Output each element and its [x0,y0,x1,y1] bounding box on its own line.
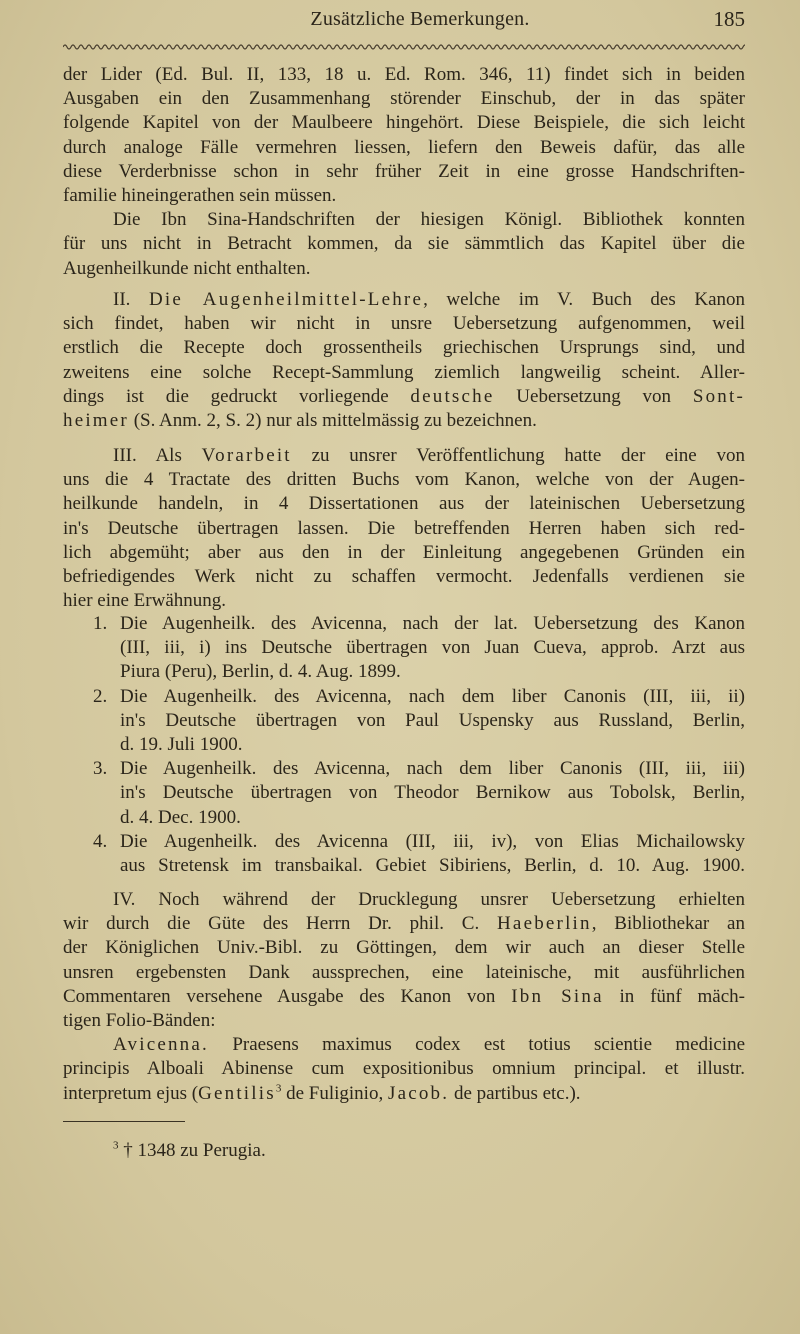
text-line [63,160,745,184]
text-run: sich findet, haben wir nicht in unsre Uebersetzung aufgenommen, weil [63,313,745,335]
text-run: de Fuliginio, [281,1082,388,1104]
footnote-separator [63,1121,185,1122]
text-line [63,888,745,912]
list-item-line [63,781,745,805]
paragraph-block [63,888,745,1106]
text-run: Praesens maximus codex est totius scientie medicine [208,1034,745,1056]
text-line [63,912,745,936]
footnote [113,1140,266,1162]
text-run: in's Deutsche übertragen von Theodor Bernikow aus Tobolsk, Berlin, [120,782,745,804]
text-run: für uns nicht in Betracht kommen, da sie sämmtlich das Kapitel über die [63,233,745,255]
list-number: 2. [93,685,108,707]
list-number: 1. [93,613,108,634]
text-line [63,1033,745,1057]
decorative-wavy-rule [63,42,745,52]
text-run: Die Augenheilk. des Avicenna, nach der lat. Uebersetzung des Kanon [120,613,745,634]
text-run: hier eine Erwähnung. [63,590,227,612]
spaced-emphasis: deutsche [410,385,495,407]
text-run: Die Augenheilk. des Avicenna, nach dem liber Canonis (III, iii, iii) [120,758,745,780]
spaced-emphasis: Gentilis [198,1082,276,1104]
spaced-emphasis: Die Augenheilmittel-Lehre [149,289,424,310]
text-line [63,87,745,111]
text-line [63,444,745,468]
text-line [63,385,745,409]
text-run: uns die 4 Tractate des dritten Buchs vom Kanon, welche von der Augen- [63,469,745,491]
text-run: zu unsrer Veröffentlichung hatte der eine von [291,445,746,466]
text-run: interpretum ejus ( [63,1082,199,1104]
text-line [63,985,745,1009]
text-run: in fünf mäch- [603,985,745,1007]
text-run: diese Verderbnisse schon in sehr früher Zeit in eine grosse Handschriften- [63,160,745,182]
text-line [63,492,745,516]
text-run: (III, iii, i) ins Deutsche übertragen von Juan Cueva, approb. Arzt aus [120,637,745,659]
list-item-line [63,733,745,757]
text-run: Augenheilkunde nicht enthalten. [63,257,311,279]
footnote-marker: 3 [113,1139,119,1152]
paragraph-block [63,444,745,613]
text-run: Die Augenheilk. des Avicenna (III, iii, iv), von Elias Michailowsky [120,830,745,852]
text-line [63,312,745,336]
text-run: der Königlichen Univ.-Bibl. zu Göttingen, dem wir auch an dieser Stelle [63,937,745,959]
text-run: folgende Kapitel von der Maulbeere hingehört. Diese Beispiele, die sich leicht [63,112,745,134]
spaced-emphasis: Ibn Sina [511,985,604,1007]
text-run: principis Alboali Abinense cum expositionibus omnium principal. et illustr. [63,1058,745,1080]
text-run: heilkunde handeln, in 4 Dissertationen aus der lateinischen Uebersetzung [63,493,745,515]
text-line [63,63,745,87]
text-run: d. 19. Juli 1900. [120,733,243,755]
text-line [63,936,745,960]
text-run: III. Als [113,445,202,466]
text-run: Commentaren versehene Ausgabe des Kanon von [63,985,512,1007]
spaced-emphasis: Jacob. [387,1082,450,1104]
text-line [63,184,745,208]
text-line [63,232,745,256]
text-line [63,336,745,360]
text-run: wir durch die Güte des Herrn Dr. phil. C. [63,913,498,935]
list-item-line [63,636,745,660]
spaced-emphasis: Avicenna. [113,1034,209,1056]
text-run: II. [113,289,149,310]
numbered-list [63,612,745,878]
text-run: , welche im V. Buch des Kanon [423,289,746,310]
text-run: Uebersetzung von [494,385,693,407]
spaced-emphasis: Haeberlin [497,913,592,935]
text-line [63,517,745,541]
text-run: durch analoge Fälle vermehren liessen, liefern den Beweis dafür, das alle [63,136,745,158]
text-run: de partibus etc.). [449,1082,581,1104]
text-line [63,1009,745,1033]
text-line [63,468,745,492]
text-run: tigen Folio-Bänden: [63,1009,216,1031]
text-run: befriedigendes Werk nicht zu schaffen vermocht. Jedenfalls verdienen sie [63,565,745,587]
text-run: lich abgemüht; aber aus den in der Einleitung angegebenen Gründen ein [63,541,745,563]
text-line [63,111,745,135]
text-run: familie hineingerathen sein müssen. [63,184,337,206]
text-run: Die Ibn Sina-Handschriften der hiesigen Königl. Bibliothek konnten [113,209,745,231]
text-run: , Bibliothekar an [591,913,745,935]
footnote-text: † 1348 zu Perugia. [123,1140,266,1161]
list-item-line [63,806,745,830]
text-run: Die Augenheilk. des Avicenna, nach dem liber Canonis (III, iii, ii) [120,685,745,707]
running-header-title: Zusätzliche Bemerkungen. [310,8,530,30]
text-run: erstlich die Recepte doch grossentheils griechischen Ursprungs sind, und [63,337,745,359]
page-number: 185 [713,7,745,31]
list-item-line [63,709,745,733]
text-line [63,136,745,160]
paragraph-block [63,63,745,281]
text-run: in's Deutsche übertragen lassen. Die betreffenden Herren haben sich red- [63,517,745,539]
text-line [63,961,745,985]
text-run: der Lider (Ed. Bul. II, 133, 18 u. Ed. Rom. 346, 11) findet sich in beiden [63,64,745,85]
text-line [63,589,745,613]
text-run: (S. Anm. 2, S. 2) nur als mittelmässig zu bezeichnen. [128,409,537,431]
text-line [63,409,745,433]
list-item-line [63,757,745,781]
text-run: in's Deutsche übertragen von Paul Uspensky aus Russland, Berlin, [120,709,745,731]
paragraph-block [63,288,745,433]
spaced-emphasis: heimer [63,409,129,431]
text-line [63,565,745,589]
text-run: dings ist die gedruckt vorliegende [63,385,411,407]
list-number: 4. [93,830,108,852]
text-run: d. 4. Dec. 1900. [120,806,241,828]
text-line [63,257,745,281]
list-number: 3. [93,758,108,780]
text-run: Piura (Peru), Berlin, d. 4. Aug. 1899. [120,661,401,683]
text-run: zweitens eine solche Recept-Sammlung ziemlich langweilig scheint. Aller- [63,361,745,383]
list-item-line [63,854,745,878]
list-item-line [63,685,745,709]
text-line [63,361,745,385]
spaced-emphasis: Sont- [692,385,745,407]
text-run: IV. Noch während der Drucklegung unsrer Uebersetzung erhielten [113,889,745,910]
text-run: unsren ergebensten Dank aussprechen, eine lateinische, mit ausführlichen [63,961,745,983]
footnote-reference: 3 [275,1082,282,1095]
list-item-line [63,660,745,684]
text-run: aus Stretensk im transbaikal. Gebiet Sibiriens, Berlin, d. 10. Aug. 1900. [120,854,745,876]
text-line [63,208,745,232]
list-item-line [63,830,745,854]
list-item-line [63,612,745,636]
text-run: Ausgaben ein den Zusammenhang störender Einschub, der in das später [63,88,745,110]
spaced-emphasis: Vorarbeit [201,445,292,466]
text-line [63,1057,745,1081]
text-line [63,541,745,565]
text-line [63,288,745,312]
text-line [63,1082,745,1106]
